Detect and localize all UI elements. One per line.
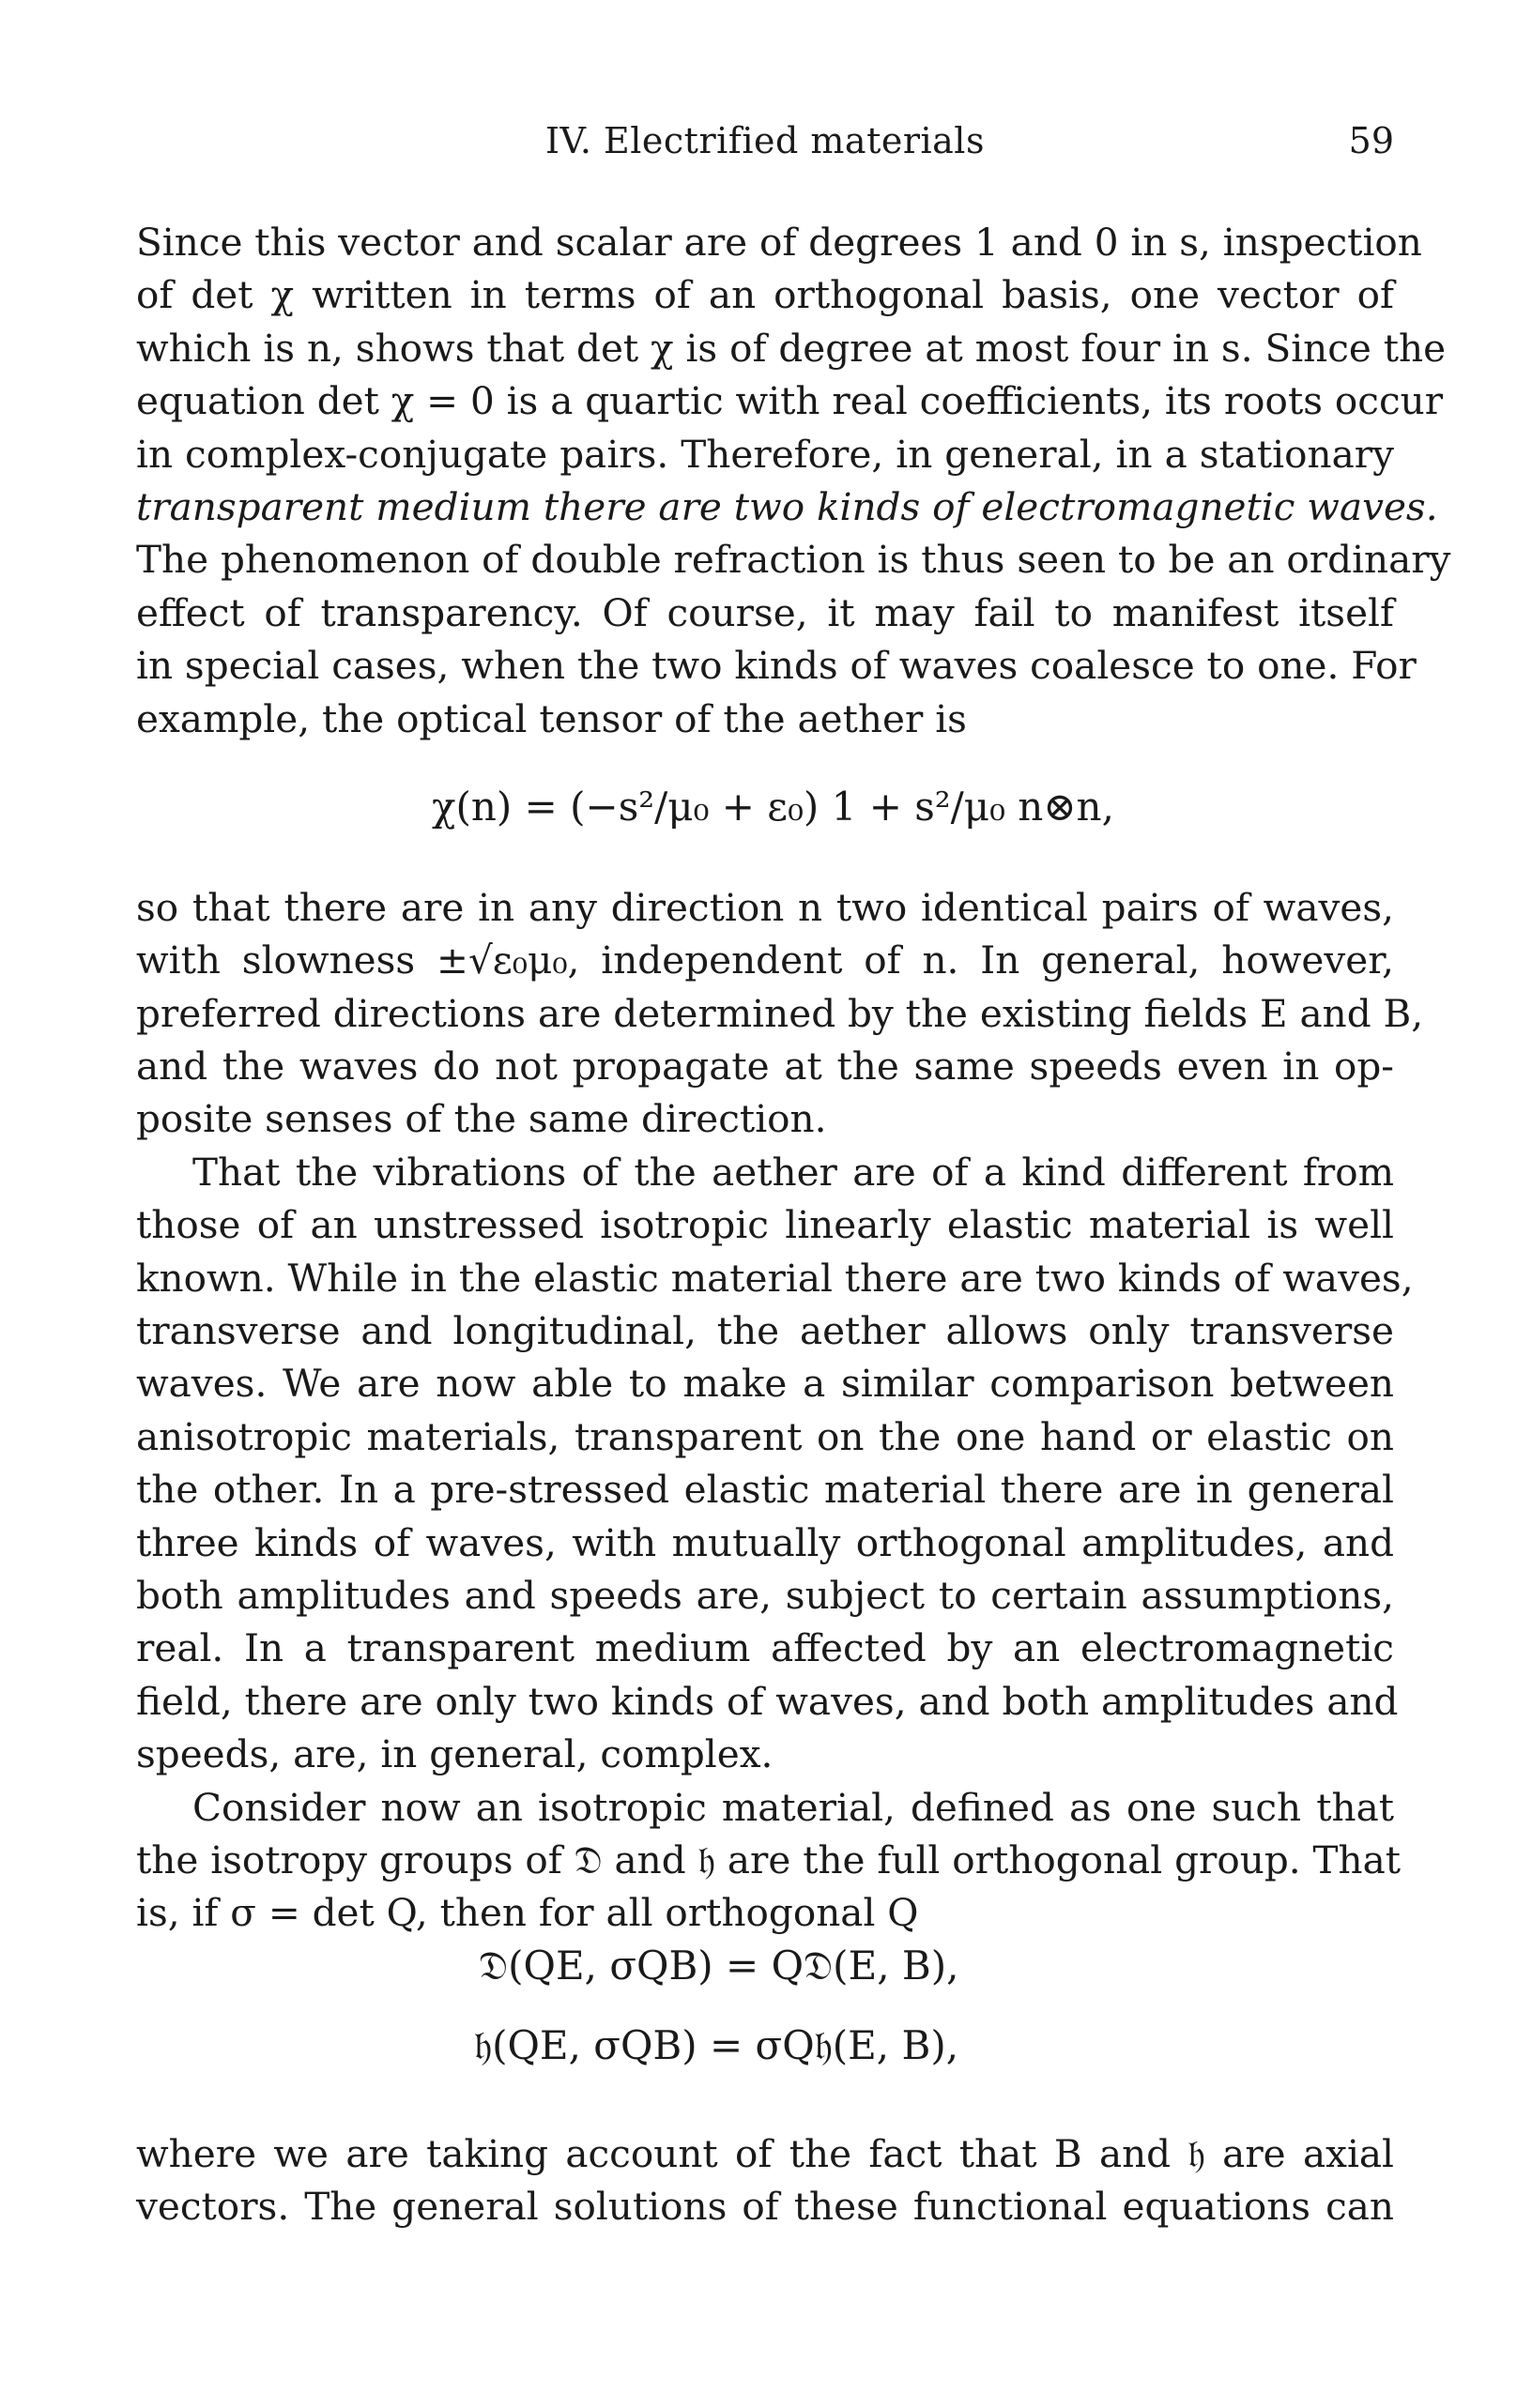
text-line: waves. We are now able to make a similar comparison between [136,1361,1394,1407]
text-line: the other. In a pre-stressed elastic material there are in general [136,1467,1394,1513]
equation-chi: χ(n) = (−s²/μ₀ + ε₀) 1 + s²/μ₀ n⊗n, [432,784,1114,830]
text-line: known. While in the elastic material there are two kinds of waves, [136,1255,1414,1301]
text-line: both amplitudes and speeds are, subject to certain assumptions, [136,1572,1394,1618]
text-line: preferred directions are determined by the existing fields E and B, [136,990,1424,1036]
text-line: That the vibrations of the aether are of a kind different from [192,1149,1394,1195]
text-line: posite senses of the same direction. [136,1096,827,1142]
text-line: effect of transparency. Of course, it may fail to manifest itself [136,589,1394,635]
text-line: equation det χ = 0 is a quartic with real coefficients, its roots occur [136,378,1444,424]
text-line: in special cases, when the two kinds of waves coalesce to one. For [136,643,1417,689]
paragraph-1 [136,216,1451,745]
text-line: with slowness ±√ε₀μ₀, independent of n. In general, however, [136,937,1394,983]
text-line: example, the optical tensor of the aether is [136,695,967,741]
paragraph-5 [136,2127,1394,2233]
text-line: which is n, shows that det χ is of degree at most four in s. Since the [136,325,1447,371]
text-line: real. In a transparent medium affected by an electromagnetic [136,1625,1394,1671]
text-line: vectors. The general solutions of these functional equations can [136,2184,1394,2230]
text-line: in complex-conjugate pairs. Therefore, in general, in a stationary [136,431,1394,477]
text-line: anisotropic materials, transparent on the one hand or elastic on [136,1413,1394,1459]
text-line: the isotropy groups of 𝔇 and 𝔥 are the full orthogonal group. That [136,1836,1402,1882]
text-line: and the waves do not propagate at the same speeds even in op- [136,1044,1394,1090]
running-head [136,120,1394,167]
text-line: is, if σ = det Q, then for all orthogonal Q [136,1890,919,1936]
text-line: so that there are in any direction n two identical pairs of waves, [136,884,1394,930]
body-text [136,216,1451,2233]
text-line: transparent medium there are two kinds of electromagnetic waves. [136,483,1438,529]
page-number: 59 [1348,120,1394,161]
equation-h-relation: 𝔥(QE, σQB) = σQ𝔥(E, B), [474,2022,959,2068]
text-line: field, there are only two kinds of waves, and both amplitudes and [136,1678,1399,1724]
paragraph-3 [136,1146,1414,1781]
text-line: Consider now an isotropic material, defined as one such that [192,1784,1394,1830]
text-line: of det χ written in terms of an orthogonal basis, one vector of [136,272,1394,318]
text-line: those of an unstressed isotropic linearly elastic material is well [136,1202,1394,1248]
text-line: Since this vector and scalar are of degrees 1 and 0 in s, inspection [136,220,1422,265]
text-line: speeds, are, in general, complex. [136,1731,774,1777]
equation-d-relation: 𝔇(QE, σQB) = Q𝔇(E, B), [479,1943,959,1989]
text-line: three kinds of waves, with mutually orthogonal amplitudes, and [136,1519,1394,1565]
text-line: The phenomenon of double refraction is thus seen to be an ordinary [136,537,1451,583]
text-line: transverse and longitudinal, the aether allows only transverse [136,1308,1394,1354]
running-title: IV. Electrified materials [545,120,985,161]
text-line: where we are taking account of the fact that B and 𝔥 are axial [136,2130,1394,2176]
paragraph-2 [136,881,1424,1146]
paragraph-4 [136,1781,1402,1940]
